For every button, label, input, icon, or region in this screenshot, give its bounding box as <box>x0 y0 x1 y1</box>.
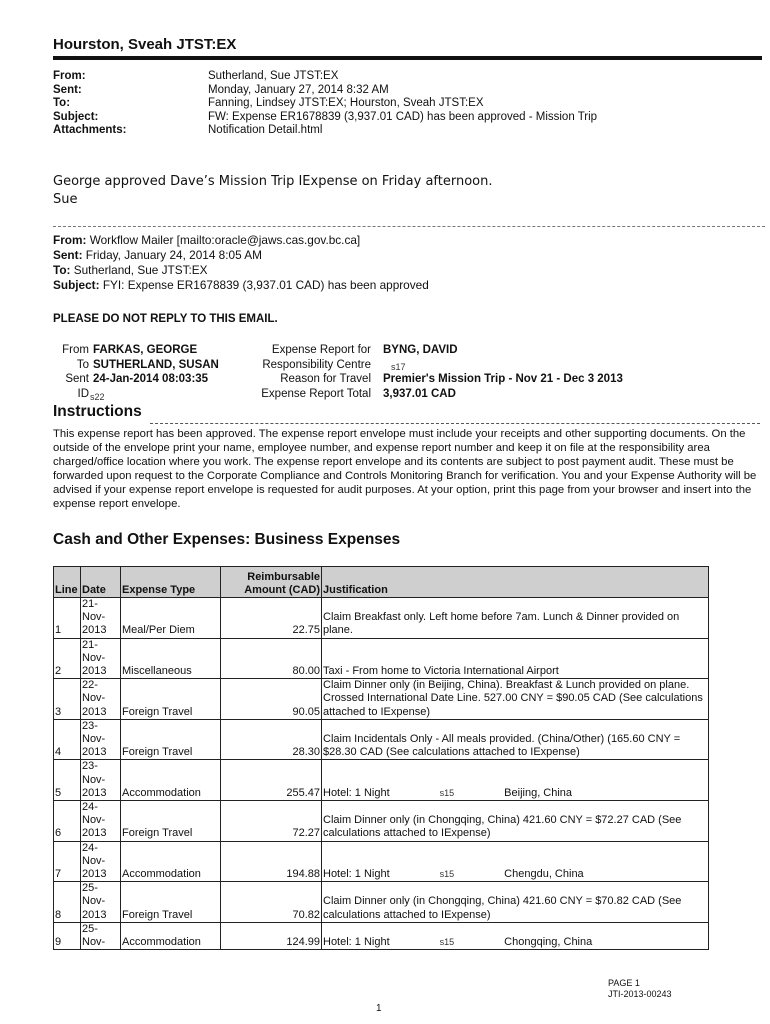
fwd-sent-value: Friday, January 24, 2014 8:05 AM <box>85 248 262 262</box>
cell-justification <box>322 922 709 949</box>
cell-type: Foreign Travel <box>121 719 221 760</box>
fwd-sent-label: Sent: <box>53 248 83 262</box>
forwarded-header <box>53 233 429 293</box>
cell-line: 6 <box>54 801 81 842</box>
rh-id-label: ID <box>77 387 89 400</box>
cell-amount: 70.82 <box>221 882 322 923</box>
cell-type: Foreign Travel <box>121 801 221 842</box>
rh-sent-value: 24-Jan-2014 08:03:35 <box>93 373 209 385</box>
cell-amount: 194.88 <box>221 841 322 882</box>
rh-resp-value: s17 <box>391 362 406 372</box>
hotel-city: Chongqing, China <box>504 936 593 949</box>
rh-to-value: SUTHERLAND, SUSAN <box>93 358 219 371</box>
instructions-title: Instructions <box>53 403 142 420</box>
cell-type: Foreign Travel <box>121 679 221 720</box>
cell-justification: Claim Breakfast only. Left home before 7am. Lunch & Dinner provided on plane. <box>322 598 709 639</box>
table-row <box>54 638 709 679</box>
cell-date: 21-Nov-2013 <box>81 638 121 679</box>
fwd-to-label: To: <box>53 263 71 277</box>
cell-amount: 80.00 <box>221 638 322 679</box>
no-reply-notice: PLEASE DO NOT REPLY TO THIS EMAIL. <box>53 313 278 325</box>
cell-type: Foreign Travel <box>121 882 221 923</box>
cell-date: 24-Nov-2013 <box>81 841 121 882</box>
cell-date: 25-Nov-2013 <box>81 882 121 923</box>
fwd-from-value: Workflow Mailer [mailto:oracle@jaws.cas.gov.bc.ca] <box>89 233 361 247</box>
redaction-code: s15 <box>439 869 455 880</box>
meta-value: FW: Expense ER1678839 (3,937.01 CAD) has been approved - Mission Trip <box>208 110 598 123</box>
header-rule <box>53 56 762 60</box>
table-header-row <box>54 567 709 598</box>
col-header-type: Expense Type <box>121 567 221 598</box>
justification-text: Hotel: 1 Night <box>323 868 390 881</box>
redaction-code: s15 <box>439 937 455 948</box>
cell-type: Accommodation <box>121 760 221 801</box>
rh-report-for-label: Expense Report for <box>271 344 371 356</box>
instructions-rule <box>150 423 760 424</box>
cell-line: 5 <box>54 760 81 801</box>
email-body <box>53 173 493 209</box>
hotel-city: Beijing, China <box>504 786 573 799</box>
body-line: George approved Dave’s Mission Trip IExpense on Friday afternoon. <box>53 174 493 189</box>
table-row <box>54 719 709 760</box>
cell-type: Meal/Per Diem <box>121 598 221 639</box>
page-label: PAGE 1 <box>608 978 640 988</box>
rh-total-value: 3,937.01 CAD <box>383 387 456 400</box>
document-header-name: Hourston, Sveah JTST:EX <box>53 36 237 53</box>
cell-line: 7 <box>54 841 81 882</box>
cell-justification: Claim Dinner only (in Chongqing, China) 421.60 CNY = $70.82 CAD (See calculations attached to IExpense) <box>322 882 709 923</box>
table-row <box>54 598 709 639</box>
cell-type: Accommodation <box>121 841 221 882</box>
table-row <box>54 922 709 949</box>
attachment-link[interactable]: Notification Detail.html <box>208 124 323 136</box>
expenses-table <box>53 566 709 950</box>
col-header-justification: Justification <box>322 567 709 598</box>
document-id: JTI-2013-00243 <box>608 989 672 999</box>
justification-text: Hotel: 1 Night <box>323 786 390 799</box>
cell-justification: Taxi - From home to Victoria International Airport <box>322 638 709 679</box>
rh-resp-label: Responsibility Centre <box>262 358 371 371</box>
cell-amount: 255.47 <box>221 760 322 801</box>
table-row <box>54 801 709 842</box>
col-header-amount: Reimbursable Amount (CAD) <box>221 567 322 598</box>
cell-type: Miscellaneous <box>121 638 221 679</box>
meta-label: From: <box>53 70 86 82</box>
cell-amount: 72.27 <box>221 801 322 842</box>
cash-expenses-title: Cash and Other Expenses: Business Expenses <box>53 531 401 548</box>
cell-date: 24-Nov-2013 <box>81 801 121 842</box>
cell-type: Accommodation <box>121 922 221 949</box>
cell-line: 9 <box>54 922 81 949</box>
rh-total-label: Expense Report Total <box>261 387 371 400</box>
rh-from-label: From <box>62 344 89 356</box>
rh-reason-label: Reason for Travel <box>280 373 371 385</box>
rh-from-value: FARKAS, GEORGE <box>93 344 198 356</box>
rh-sent-label: Sent <box>65 373 89 385</box>
cell-date: 23-Nov-2013 <box>81 719 121 760</box>
meta-label: Subject: <box>53 110 99 123</box>
fwd-to-value: Sutherland, Sue JTST:EX <box>73 263 208 277</box>
table-row <box>54 882 709 923</box>
fwd-from-label: From: <box>53 233 87 247</box>
rh-id-value: s22 <box>90 392 105 402</box>
fwd-subject-value: FYI: Expense ER1678839 (3,937.01 CAD) has been approved <box>102 278 429 292</box>
cell-justification <box>322 760 709 801</box>
table-row <box>54 679 709 720</box>
fwd-subject-label: Subject: <box>53 278 100 292</box>
redaction-code: s15 <box>439 787 455 798</box>
rh-to-label: To <box>76 358 89 371</box>
body-signature: Sue <box>53 192 78 207</box>
meta-label: Sent: <box>53 83 82 96</box>
justification-text: Hotel: 1 Night <box>323 936 390 949</box>
page-number: 1 <box>376 1003 382 1014</box>
rh-reason-value: Premier's Mission Trip - Nov 21 - Dec 3 2013 <box>383 373 623 385</box>
cell-amount: 90.05 <box>221 679 322 720</box>
cell-line: 2 <box>54 638 81 679</box>
meta-label: Attachments: <box>53 124 127 136</box>
meta-label: To: <box>53 97 71 109</box>
table-row <box>54 841 709 882</box>
separator <box>53 226 765 227</box>
meta-value: Sutherland, Sue JTST:EX <box>208 70 339 82</box>
rh-report-for-value: BYNG, DAVID <box>383 344 458 356</box>
cell-date: 21-Nov-2013 <box>81 598 121 639</box>
cell-line: 8 <box>54 882 81 923</box>
email-meta <box>53 70 768 138</box>
meta-value: Fanning, Lindsey JTST:EX; Hourston, Sveah JTST:EX <box>208 97 484 109</box>
table-row <box>54 760 709 801</box>
cell-line: 4 <box>54 719 81 760</box>
cell-justification: Claim Incidentals Only - All meals provided. (China/Other) (165.60 CNY = $28.30 CAD (See calculations attached to IExpense) <box>322 719 709 760</box>
page-stamp <box>608 978 672 1000</box>
instructions-text: This expense report has been approved. The expense report envelope must include your receipts and other supporting documents. On the outside of the envelope print your name, employee number, and expense report number and keep it on file at the responsibility area charged/office location where you work. The expense report envelope and its contents are subject to post payment audit. These must be forwarded upon request to the Corporate Compliance and Controls Monitoring Branch for verification. You and your Expense Authority will be advised if your expense report envelope is requested for audit purposes. At your option, print this page from your browser and insert into the expense report envelope. <box>53 428 757 510</box>
cell-justification <box>322 841 709 882</box>
cell-line: 1 <box>54 598 81 639</box>
cell-justification: Claim Dinner only (in Chongqing, China) 421.60 CNY = $72.27 CAD (See calculations attached to IExpense) <box>322 801 709 842</box>
meta-value: Monday, January 27, 2014 8:32 AM <box>208 83 389 96</box>
cell-date: 25-Nov- <box>81 922 121 949</box>
cell-amount: 22.75 <box>221 598 322 639</box>
cell-justification: Claim Dinner only (in Beijing, China). Breakfast & Lunch provided on plane. Crossed International Date Line. 527.00 CNY = $90.05 CAD (See calculations attached to IExpense) <box>322 679 709 720</box>
cell-line: 3 <box>54 679 81 720</box>
col-header-line: Line <box>54 567 81 598</box>
cell-amount: 28.30 <box>221 719 322 760</box>
cell-date: 22-Nov-2013 <box>81 679 121 720</box>
col-header-date: Date <box>81 567 121 598</box>
cell-amount: 124.99 <box>221 922 322 949</box>
hotel-city: Chengdu, China <box>504 868 584 881</box>
cell-date: 23-Nov-2013 <box>81 760 121 801</box>
